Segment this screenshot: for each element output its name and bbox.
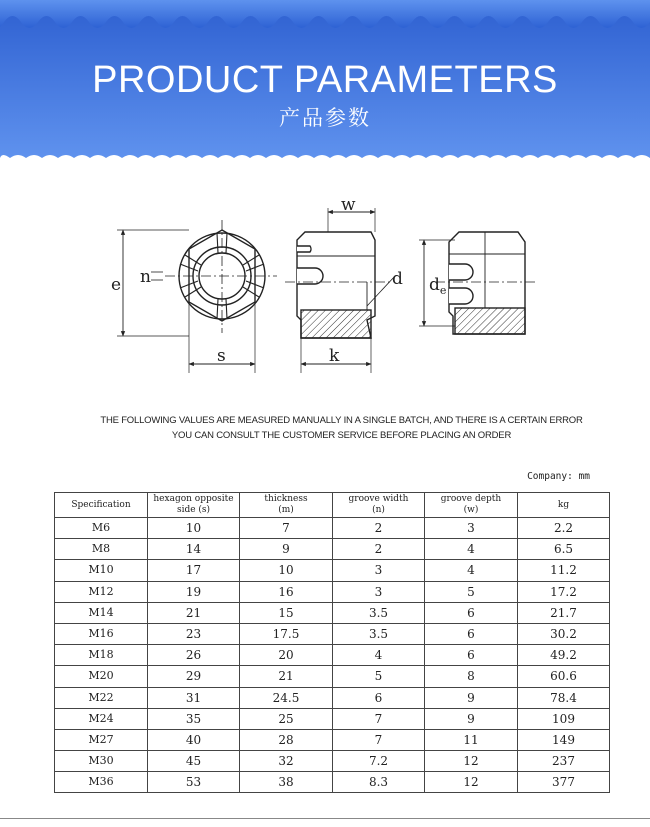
cell-weight: 30.2 [518,623,610,644]
cell-groove-depth: 12 [425,751,518,772]
cell-groove-width: 5 [333,666,425,687]
header-kg: kg [518,493,610,518]
cell-hexagon-side: 45 [148,751,240,772]
label-de-main: d [429,275,440,295]
cell-groove-depth: 4 [425,560,518,581]
cell-groove-width: 3 [333,560,425,581]
table-row [55,772,610,793]
table-row [55,602,610,623]
cell-hexagon-side: 31 [148,687,240,708]
table-row [55,645,610,666]
cell-thickness: 15 [240,602,333,623]
cell-groove-width: 6 [333,687,425,708]
spec-table [54,492,610,793]
cell-groove-depth: 3 [425,518,518,539]
consult-note: YOU CAN CONSULT THE CUSTOMER SERVICE BEFORE PLACING AN ORDER [171,430,512,441]
cell-weight: 377 [518,772,610,793]
cell-hexagon-side: 23 [148,623,240,644]
cell-hexagon-side: 26 [148,645,240,666]
cell-groove-width: 4 [333,645,425,666]
cell-weight: 237 [518,751,610,772]
header-groove-depth: groove depth (w) [425,493,518,518]
cell-groove-depth: 11 [425,729,518,750]
table-row [55,729,610,750]
label-s: s [217,346,226,366]
cell-spec: M36 [55,772,148,793]
cell-groove-width: 7.2 [333,751,425,772]
unit-label: Company: mm [527,471,590,482]
table-row [55,623,610,644]
cell-spec: M20 [55,666,148,687]
page-subtitle: 产品参数 [279,106,371,130]
table-row [55,666,610,687]
front-view [117,220,277,373]
page-title: PRODUCT PARAMETERS [92,59,558,101]
label-d: d [392,269,403,289]
table-row [55,708,610,729]
cell-hexagon-side: 35 [148,708,240,729]
cell-groove-depth: 8 [425,666,518,687]
cell-groove-width: 2 [333,539,425,560]
cell-spec: M6 [55,518,148,539]
label-de-sub: e [439,284,447,297]
cell-groove-depth: 6 [425,602,518,623]
cell-hexagon-side: 53 [148,772,240,793]
cell-hexagon-side: 29 [148,666,240,687]
table-row [55,560,610,581]
table-row [55,539,610,560]
cell-groove-depth: 9 [425,687,518,708]
cell-thickness: 25 [240,708,333,729]
cell-thickness: 10 [240,560,333,581]
header-banner [0,0,650,172]
label-e: e [111,275,122,295]
cell-groove-depth: 5 [425,581,518,602]
table-header-row [55,493,610,518]
cell-groove-depth: 9 [425,708,518,729]
cell-thickness: 24.5 [240,687,333,708]
table-row [55,518,610,539]
cell-thickness: 16 [240,581,333,602]
cell-groove-depth: 6 [425,623,518,644]
header-thickness: thickness (m) [240,493,333,518]
cell-groove-width: 7 [333,729,425,750]
cell-groove-width: 7 [333,708,425,729]
cell-groove-width: 3 [333,581,425,602]
cell-spec: M22 [55,687,148,708]
cell-thickness: 9 [240,539,333,560]
cell-spec: M30 [55,751,148,772]
table-row [55,581,610,602]
cell-groove-depth: 6 [425,645,518,666]
cell-weight: 60.6 [518,666,610,687]
label-w: w [341,198,356,215]
cell-weight: 6.5 [518,539,610,560]
castle-nut-drawing [105,198,545,376]
cell-groove-width: 3.5 [333,602,425,623]
cell-weight: 49.2 [518,645,610,666]
cell-weight: 11.2 [518,560,610,581]
cell-hexagon-side: 19 [148,581,240,602]
table-row [55,687,610,708]
cell-thickness: 28 [240,729,333,750]
cell-groove-width: 2 [333,518,425,539]
cell-weight: 2.2 [518,518,610,539]
cell-spec: M12 [55,581,148,602]
cell-weight: 149 [518,729,610,750]
cell-spec: M10 [55,560,148,581]
header-groove-width: groove width (n) [333,493,425,518]
table-row [55,751,610,772]
label-k: k [329,346,340,366]
cell-weight: 109 [518,708,610,729]
measurement-note: THE FOLLOWING VALUES ARE MEASURED MANUALLY IN A SINGLE BATCH, AND THERE IS A CERTAIN ERROR [100,415,583,426]
label-n: n [140,267,151,287]
cell-groove-width: 8.3 [333,772,425,793]
cell-hexagon-side: 21 [148,602,240,623]
cell-weight: 21.7 [518,602,610,623]
cell-thickness: 7 [240,518,333,539]
cell-spec: M16 [55,623,148,644]
header-hexagon-side: hexagon opposite side (s) [148,493,240,518]
cell-weight: 78.4 [518,687,610,708]
cell-spec: M18 [55,645,148,666]
cell-hexagon-side: 14 [148,539,240,560]
cell-spec: M24 [55,708,148,729]
cell-weight: 17.2 [518,581,610,602]
cell-hexagon-side: 10 [148,518,240,539]
cell-spec: M14 [55,602,148,623]
cell-spec: M8 [55,539,148,560]
cell-thickness: 32 [240,751,333,772]
cell-hexagon-side: 40 [148,729,240,750]
cell-spec: M27 [55,729,148,750]
cell-groove-depth: 12 [425,772,518,793]
side-view [285,208,395,373]
cell-thickness: 21 [240,666,333,687]
cell-hexagon-side: 17 [148,560,240,581]
header-specification: Specification [55,493,148,518]
cell-thickness: 20 [240,645,333,666]
cell-thickness: 17.5 [240,623,333,644]
cell-thickness: 38 [240,772,333,793]
bottom-divider [0,818,650,819]
cell-groove-depth: 4 [425,539,518,560]
label-de [429,275,446,297]
cell-groove-width: 3.5 [333,623,425,644]
